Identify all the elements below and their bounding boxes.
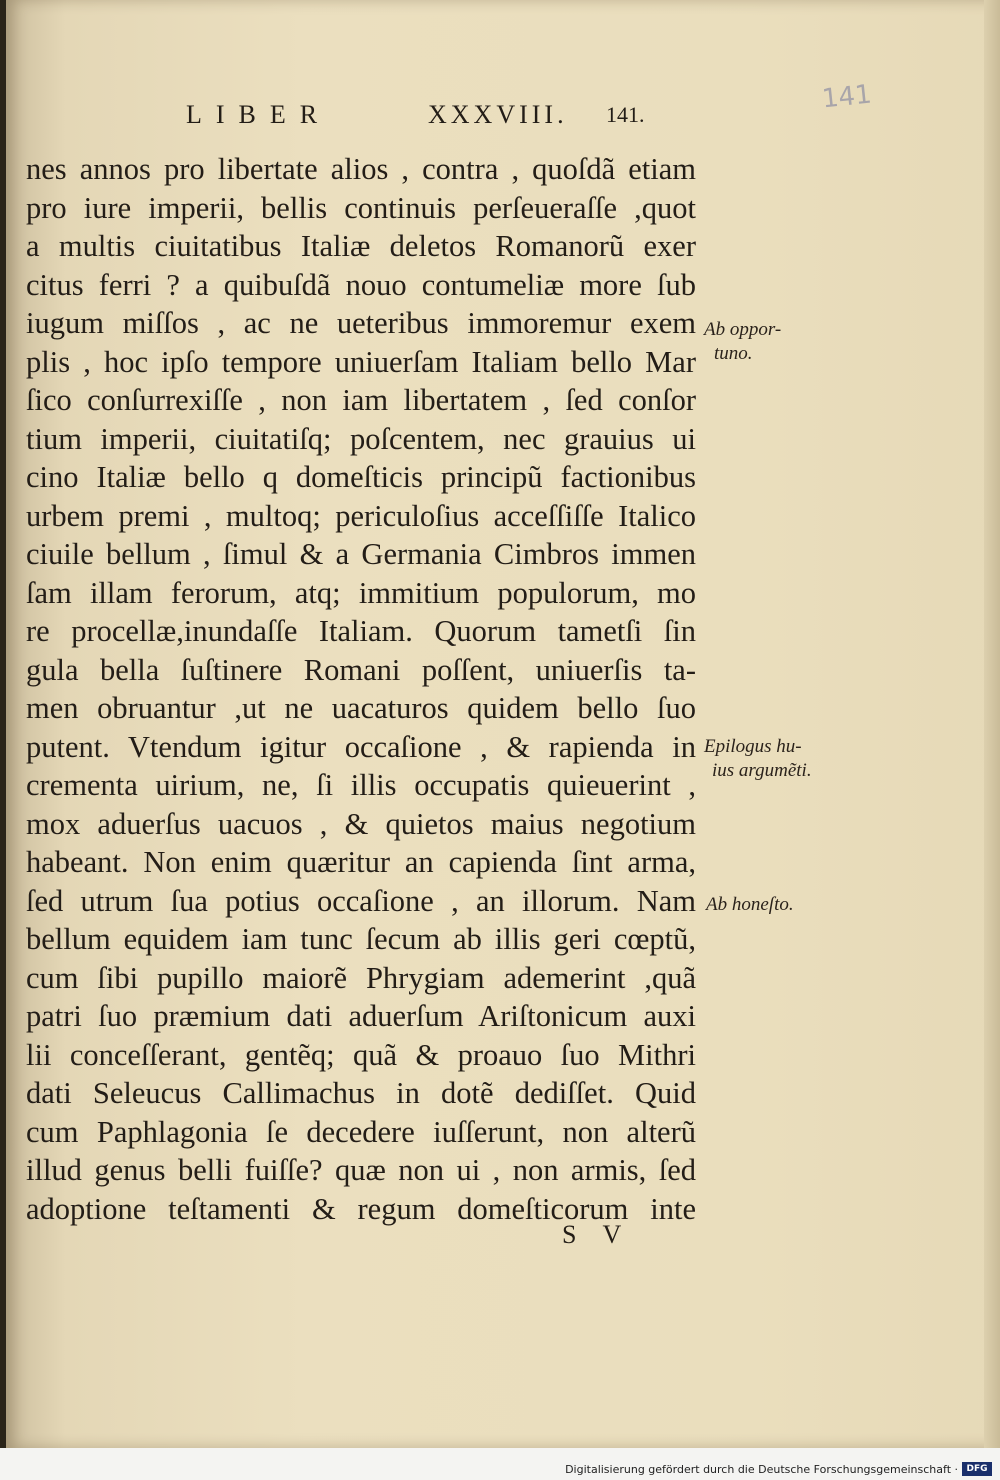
marginal-note-line: Epilogus hu- <box>704 736 802 757</box>
footer-credit: Digitalisierung gefördert durch die Deutsche Forschungsgemeinschaft · <box>565 1463 958 1476</box>
text-line: nes annos pro libertate alios , contra , quoſdã etiam <box>26 152 696 186</box>
marginal-note-line: Ab honeſto. <box>706 894 794 915</box>
text-line: bellum equidem iam tunc ſecum ab illis geri cœptũ, <box>26 922 696 956</box>
text-line: dati Seleucus Callimachus in dotẽ dediſſet. Quid <box>26 1076 696 1110</box>
marginal-note-line: ius argumẽti. <box>712 760 812 781</box>
text-line: illud genus belli fuiſſe? quæ non ui , non armis, ſed <box>26 1153 696 1187</box>
pencil-folio-number: 141 <box>820 79 874 115</box>
text-line: tium imperii, ciuitatiſq; poſcentem, nec grauius ui <box>26 421 696 456</box>
text-line: crementa uirium, ne, ſi illis occupatis quieuerint , <box>26 768 696 802</box>
text-line: lii conceſſerant, gentẽq; quã & proauo ſuo Mithri <box>26 1037 696 1072</box>
text-line: ſed utrum ſua potius occaſione , an illorum. Nam <box>26 883 696 918</box>
running-head <box>186 100 656 140</box>
text-line: ſam illam ferorum, atq; immitium populorum, mo <box>26 575 696 610</box>
text-line: citus ferri ? a quibuſdã nouo contumeliæ more ſub <box>26 267 696 302</box>
running-head-folio: 141. <box>606 102 645 127</box>
text-line: urbem premi , multoq; periculoſius acceſſiſſe Italico <box>26 498 696 533</box>
page-edge <box>984 0 1000 1448</box>
dfg-logo: DFG <box>962 1462 992 1476</box>
text-line: iugum miſſos , ac ne ueteribus immoremur exem <box>26 306 696 340</box>
signature-mark: S V <box>562 1220 632 1249</box>
text-line: cino Italiæ bello q domeſticis principũ factionibus <box>26 460 696 494</box>
marginal-note-ab-opportuno <box>704 318 781 366</box>
text-line: men obruantur ,ut ne uacaturos quidem bello ſuo <box>26 691 696 725</box>
text-line: ciuile bellum , ſimul & a Germania Cimbros immen <box>26 537 696 571</box>
text-line: re procellæ,inundaſſe Italiam. Quorum tametſi ſin <box>26 614 696 648</box>
text-line: a multis ciuitatibus Italiæ deletos Romanorũ exer <box>26 229 696 263</box>
text-line: plis , hoc ipſo tempore uniuerſam Italiam bello Mar <box>26 344 696 379</box>
text-line: ſico conſurrexiſſe , non iam libertatem , ſed conſor <box>26 383 696 417</box>
running-head-liber: LIBER <box>186 100 332 129</box>
text-line: mox aduerſus uacuos , & quietos maius negotium <box>26 806 696 841</box>
running-head-book-number: XXXVIII. <box>428 100 568 129</box>
text-line: cum ſibi pupillo maiorẽ Phrygiam ademerint ,quã <box>26 960 696 995</box>
text-line: pro iure imperii, bellis continuis perſeueraſſe ,quot <box>26 190 696 225</box>
body-text <box>26 150 696 1228</box>
text-line: putent. Vtendum igitur occaſione , & rapienda in <box>26 729 696 764</box>
text-line: habeant. Non enim quæritur an capienda ſint arma, <box>26 845 696 879</box>
marginal-note-line: tuno. <box>714 343 753 364</box>
text-line: gula bella ſuſtinere Romani poſſent, uniuerſis ta- <box>26 652 696 687</box>
marginal-note-epilogus <box>704 735 812 783</box>
footer-bar <box>0 1448 1000 1480</box>
text-line: cum Paphlagonia ſe decedere iuſſerunt, non alterũ <box>26 1114 696 1149</box>
marginal-note-line: Ab oppor- <box>704 319 782 340</box>
marginal-note-ab-honesto <box>706 893 794 917</box>
text-line: patri ſuo præmium dati aduerſum Ariſtonicum auxi <box>26 999 696 1033</box>
text-line: adoptione teſtamenti & regum domeſticorum inte <box>26 1191 696 1226</box>
